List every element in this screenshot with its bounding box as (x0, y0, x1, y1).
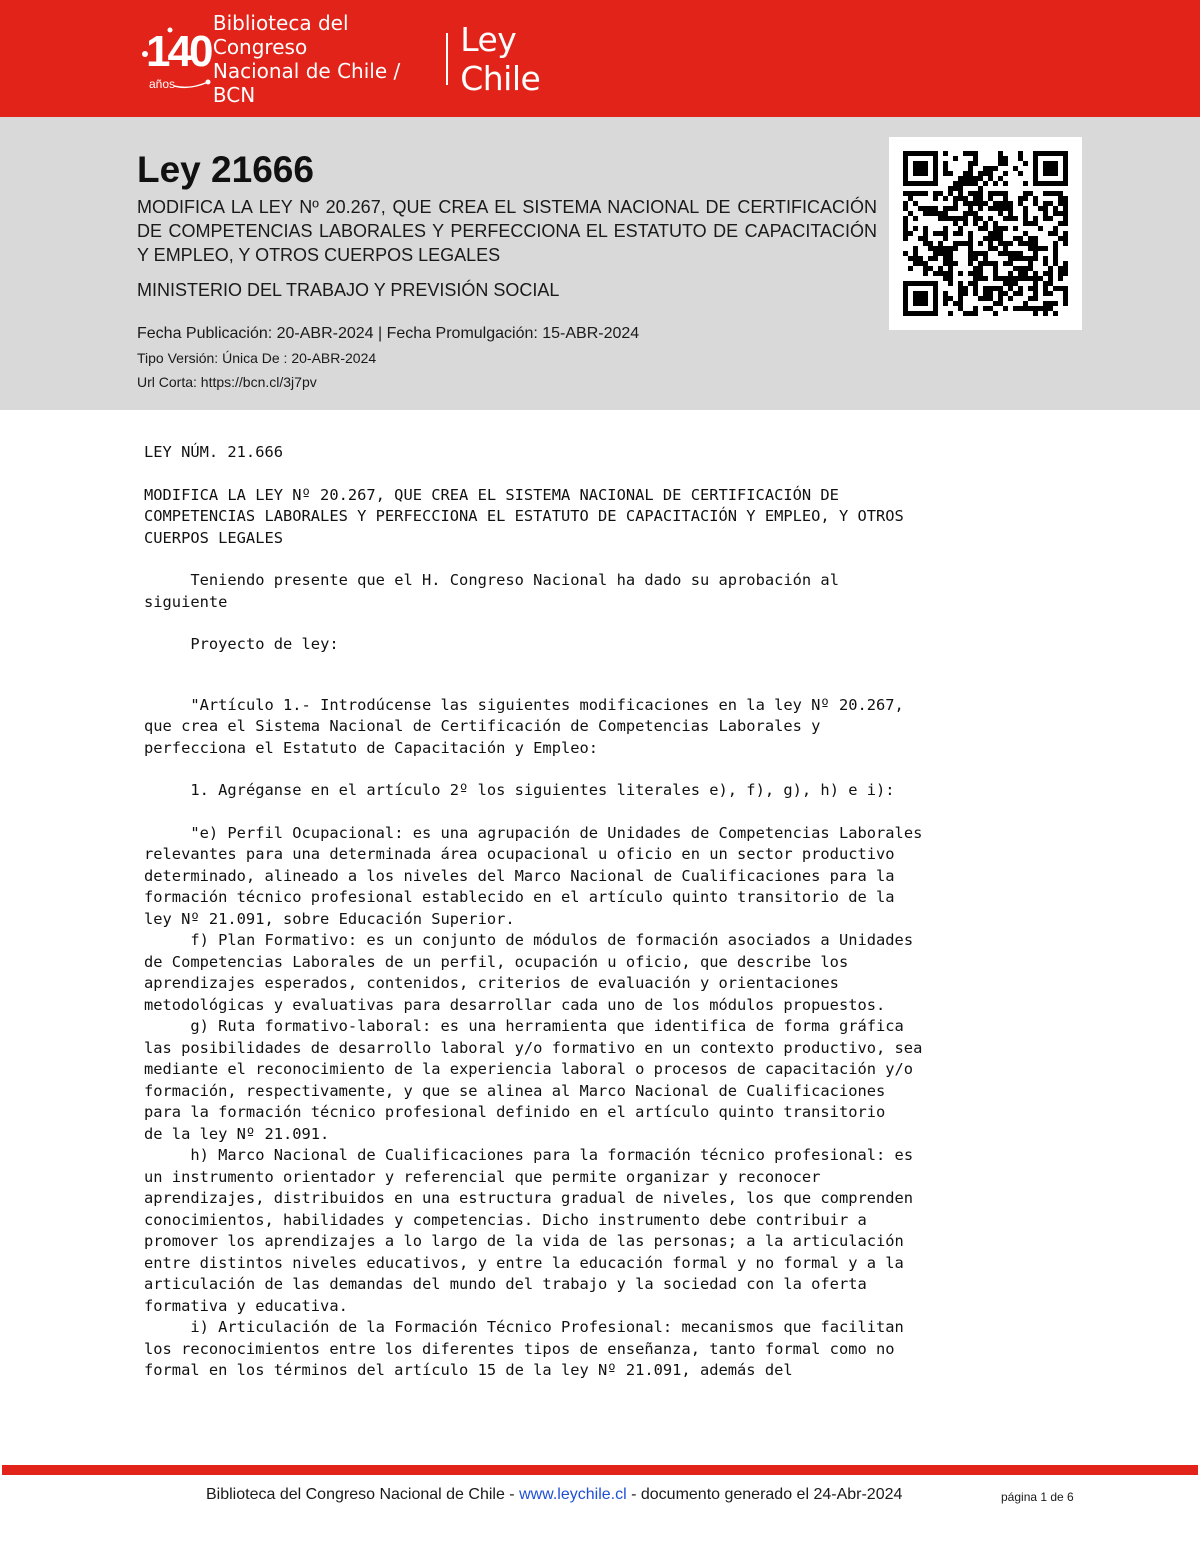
ministry: MINISTERIO DEL TRABAJO Y PREVISIÓN SOCIAL (137, 280, 560, 300)
brand-name: Ley Chile (460, 20, 541, 98)
footer-text (206, 1484, 902, 1506)
preamble: Teniendo presente que el H. Congreso Nacional ha dado su aprobación al siguiente (144, 571, 839, 611)
law-title: Ley 21666 (137, 149, 314, 190)
anniversary-number: 140 (146, 27, 211, 76)
footer-suffix: - documento generado el 24-Abr-2024 (626, 1486, 903, 1503)
footer-link[interactable]: www.leychile.cl (519, 1486, 627, 1503)
footer-prefix: Biblioteca del Congreso Nacional de Chile - (206, 1486, 520, 1503)
version-type: Tipo Versión: Única De : 20-ABR-2024 (137, 350, 377, 366)
short-url[interactable]: Url Corta: https://bcn.cl/3j7pv (137, 374, 317, 390)
logo-divider (446, 33, 448, 85)
page-number: página 1 de 6 (1001, 1490, 1074, 1504)
law-number: LEY NÚM. 21.666 (144, 443, 283, 461)
footer-bar (2, 1465, 1198, 1475)
article-1-item-1: 1. Agréganse en el artículo 2º los siguientes literales e), f), g), h) e i): (144, 781, 895, 799)
publication-dates: Fecha Publicación: 20-ABR-2024 | Fecha Promulgación: 15-ABR-2024 (137, 325, 640, 342)
footer (0, 1484, 1200, 1508)
law-heading: MODIFICA LA LEY Nº 20.267, QUE CREA EL SISTEMA NACIONAL DE CERTIFICACIÓN DE COMPETENCIAS LABORALES Y PERFECCIONA EL ESTATUTO DE CAPACITACIÓN Y EMPLEO, Y OTROS CUERPOS LEGALES (144, 485, 904, 547)
institution-line-1: Biblioteca del Congreso (212, 11, 349, 59)
anniversary-badge (140, 24, 211, 94)
qr-code (889, 137, 1082, 330)
project-label: Proyecto de ley: (144, 635, 339, 653)
header-bar (0, 0, 1200, 117)
article-1-literals: "e) Perfil Ocupacional: es una agrupación de Unidades de Competencias Laborales relevantes para una determinada área ocupacional u oficio en un sector productivo determinado, alineado a los niveles del Marco Nacional de Cualificaciones para la formación técnico profesional establecido en el artículo quinto transitorio de la ley Nº 21.091, sobre Educación Superior. f) Plan Formativo: es un conjunto de módulos de formación asociados a Unidades de Competencias Laborales de un perfil, ocupación u oficio, que describe los aprendizajes esperados, contenidos, criterios de evaluación y orientaciones metodológicas y evaluativas para desarrollar cada uno de los módulos propuestos. g) Ruta formativo-laboral: es una herramienta que identifica de forma gráfica las posibilidades de desarrollo laboral y/o formativo en un contexto productivo, sea mediante el reconocimiento de la experiencia laboral o procesos de capacitación y/o formación, respectivamente, y que se alinea al Marco Nacional de Cualificaciones para la formación técnico profesional definido en el artículo quinto transitorio de la ley Nº 21.091. h) Marco Nacional de Cualificaciones para la formación técnico profesional: es un instrumento orientador y referencial que permite organizar y reconocer aprendizajes, distribuidos en una estructura gradual de niveles, los que comprenden conocimientos, habilidades y competencias. Dicho instrumento debe contribuir a promover los aprendizajes a lo largo de la vida de las personas; a la articulación entre distintos niveles educativos, y entre la educación formal y no formal y a la articulación de las demandas del mundo del trabajo y la sociedad con la oferta formativa y educativa. i) Articulación de la Formación Técnico Profesional: mecanismos que facilitan los reconocimientos entre los diferentes tipos de enseñanza, tanto formal como no formal en los términos del artículo 15 de la ley Nº 21.091, además del (144, 823, 923, 1379)
article-1-intro: "Artículo 1.- Introdúcense las siguientes modificaciones en la ley Nº 20.267, que crea el Sistema Nacional de Certificación de Competencias Laborales y perfecciona el Estatuto de Capacitación y Empleo: (144, 695, 904, 757)
institution-line-2: Nacional de Chile / BCN (212, 59, 401, 107)
law-subtitle: MODIFICA LA LEY Nº 20.267, QUE CREA EL SISTEMA NACIONAL DE CERTIFICACIÓN DE COMPETENCIAS LABORALES Y PERFECCIONA EL ESTATUTO DE CAPACITACIÓN Y EMPLEO, Y OTROS CUERPOS LEGALES (137, 197, 877, 265)
anniversary-label: años (149, 77, 176, 91)
law-body (144, 442, 1144, 1382)
institution-name (213, 11, 432, 107)
qr-code-icon (903, 151, 1068, 316)
bcn-logo[interactable] (140, 11, 596, 107)
